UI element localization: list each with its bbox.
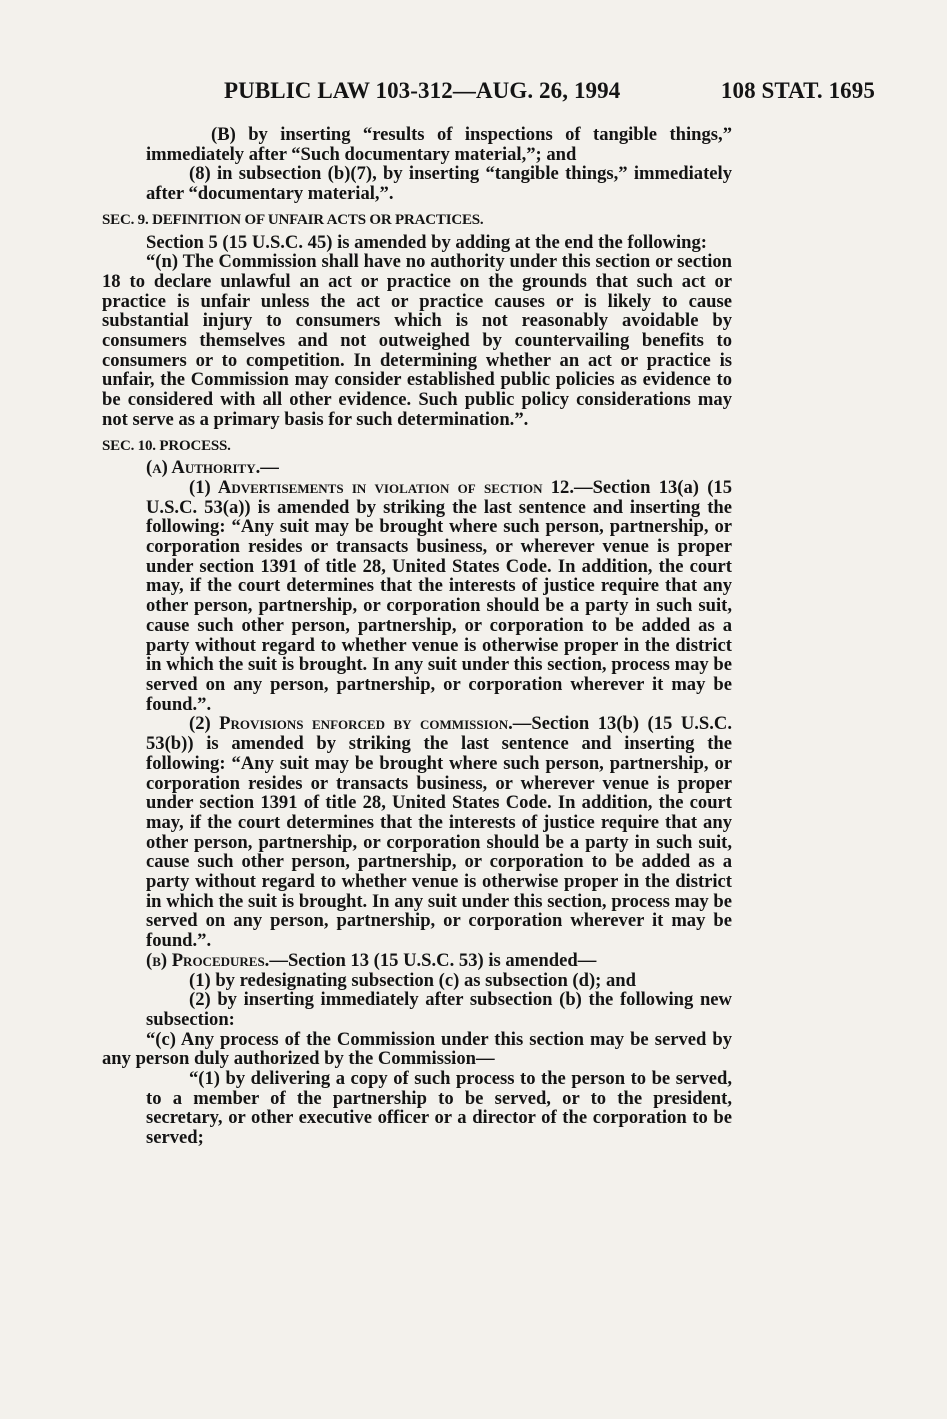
document-body <box>102 125 732 1148</box>
new-paragraph-c1: “(1) by delivering a copy of such process to the person to be served, to a member of the partnership to be served, or to the president, secretary, or other executive officer or a director of the corporation to be served; <box>146 1068 732 1149</box>
paragraph-a2-text: Section 13(b) (15 U.S.C. 53(b)) is amended by striking the last sentence and inserting the following: “Any suit may be brought where such person, partnership, or corporation resides or transacts business, or wherever venue is proper under section 1391 of title 28, United States Code. In addition, the court may, if the court determines that the interests of justice require that any other person, partnership, or corporation should be a party in such suit, cause such other person, partnership, or corporation to be added as a party without regard to whether venue is otherwise proper in the district in which the suit is brought. In any suit under this section, process may be served on any person, partnership, or corporation wherever it may be found.”. <box>146 713 732 952</box>
running-header <box>150 78 875 104</box>
paragraph-a1-text: Section 13(a) (15 U.S.C. 53(a)) is amended by striking the last sentence and inserting the following: “Any suit may be brought where such person, partnership, or corporation resides or transacts business, or wherever venue is proper under section 1391 of title 28, United States Code. In addition, the court may, if the court determines that the interests of justice require that any other person, partnership, or corporation should be a party in such suit, cause such other person, partnership, or corporation to be added as a party without regard to whether venue is otherwise proper in the district in which the suit is brought. In any suit under this section, process may be served on any person, partnership, or corporation wherever it may be found.”. <box>146 476 733 715</box>
paragraph-a2 <box>102 714 732 950</box>
paragraph-a1 <box>102 478 732 714</box>
paragraph-8: (8) in subsection (b)(7), by inserting “tangible things,” immediately after “documentary material,”. <box>146 163 732 205</box>
subsection-a-heading <box>102 458 732 478</box>
subsection-b-label: (b) Procedures.— <box>146 949 288 971</box>
section-9-subsection-n: “(n) The Commission shall have no authority under this section or section 18 to declare unlawful an act or practice on the grounds that such act or practice is unfair unless the act or practice causes or is likely to cause substantial injury to consumers which is not reasonably avoidable by consumers themselves and not outweighed by countervailing benefits to consumers or to competition. In determining whether an act or practice is unfair, the Commission may consider established public policies as evidence to be considered with all other evidence. Such public policy considerations may not serve as a primary basis for such determination.”. <box>102 251 732 430</box>
header-statute-page: 108 STAT. 1695 <box>720 78 875 103</box>
paragraph-b1: (1) by redesignating subsection (c) as subsection (d); and <box>189 969 636 991</box>
paragraph-b2: (2) by inserting immediately after subsection (b) the following new subsection: <box>146 989 732 1030</box>
new-subsection-c: “(c) Any process of the Commission under this section may be served by any person duly authorized by the Commission— <box>102 1028 732 1070</box>
paragraph-a1-label: (1) Advertisements in violation of section 12.— <box>189 476 593 498</box>
paragraph-a2-label: (2) Provisions enforced by commission.— <box>189 713 532 735</box>
section-9-heading: SEC. 9. DEFINITION OF UNFAIR ACTS OR PRACTICES. <box>102 211 484 228</box>
subsection-b <box>102 951 732 971</box>
subsection-a-label: (a) Authority.— <box>146 457 279 479</box>
paragraph-b: (B) by inserting “results of inspections of tangible things,” immediately after “Such documentary material,”; and <box>146 124 732 165</box>
section-9-intro: Section 5 (15 U.S.C. 45) is amended by adding at the end the following: <box>146 231 707 253</box>
header-law-citation: PUBLIC LAW 103-312—AUG. 26, 1994 <box>224 78 621 103</box>
subsection-b-text: Section 13 (15 U.S.C. 53) is amended— <box>287 949 597 971</box>
section-10-heading: SEC. 10. PROCESS. <box>102 437 231 454</box>
